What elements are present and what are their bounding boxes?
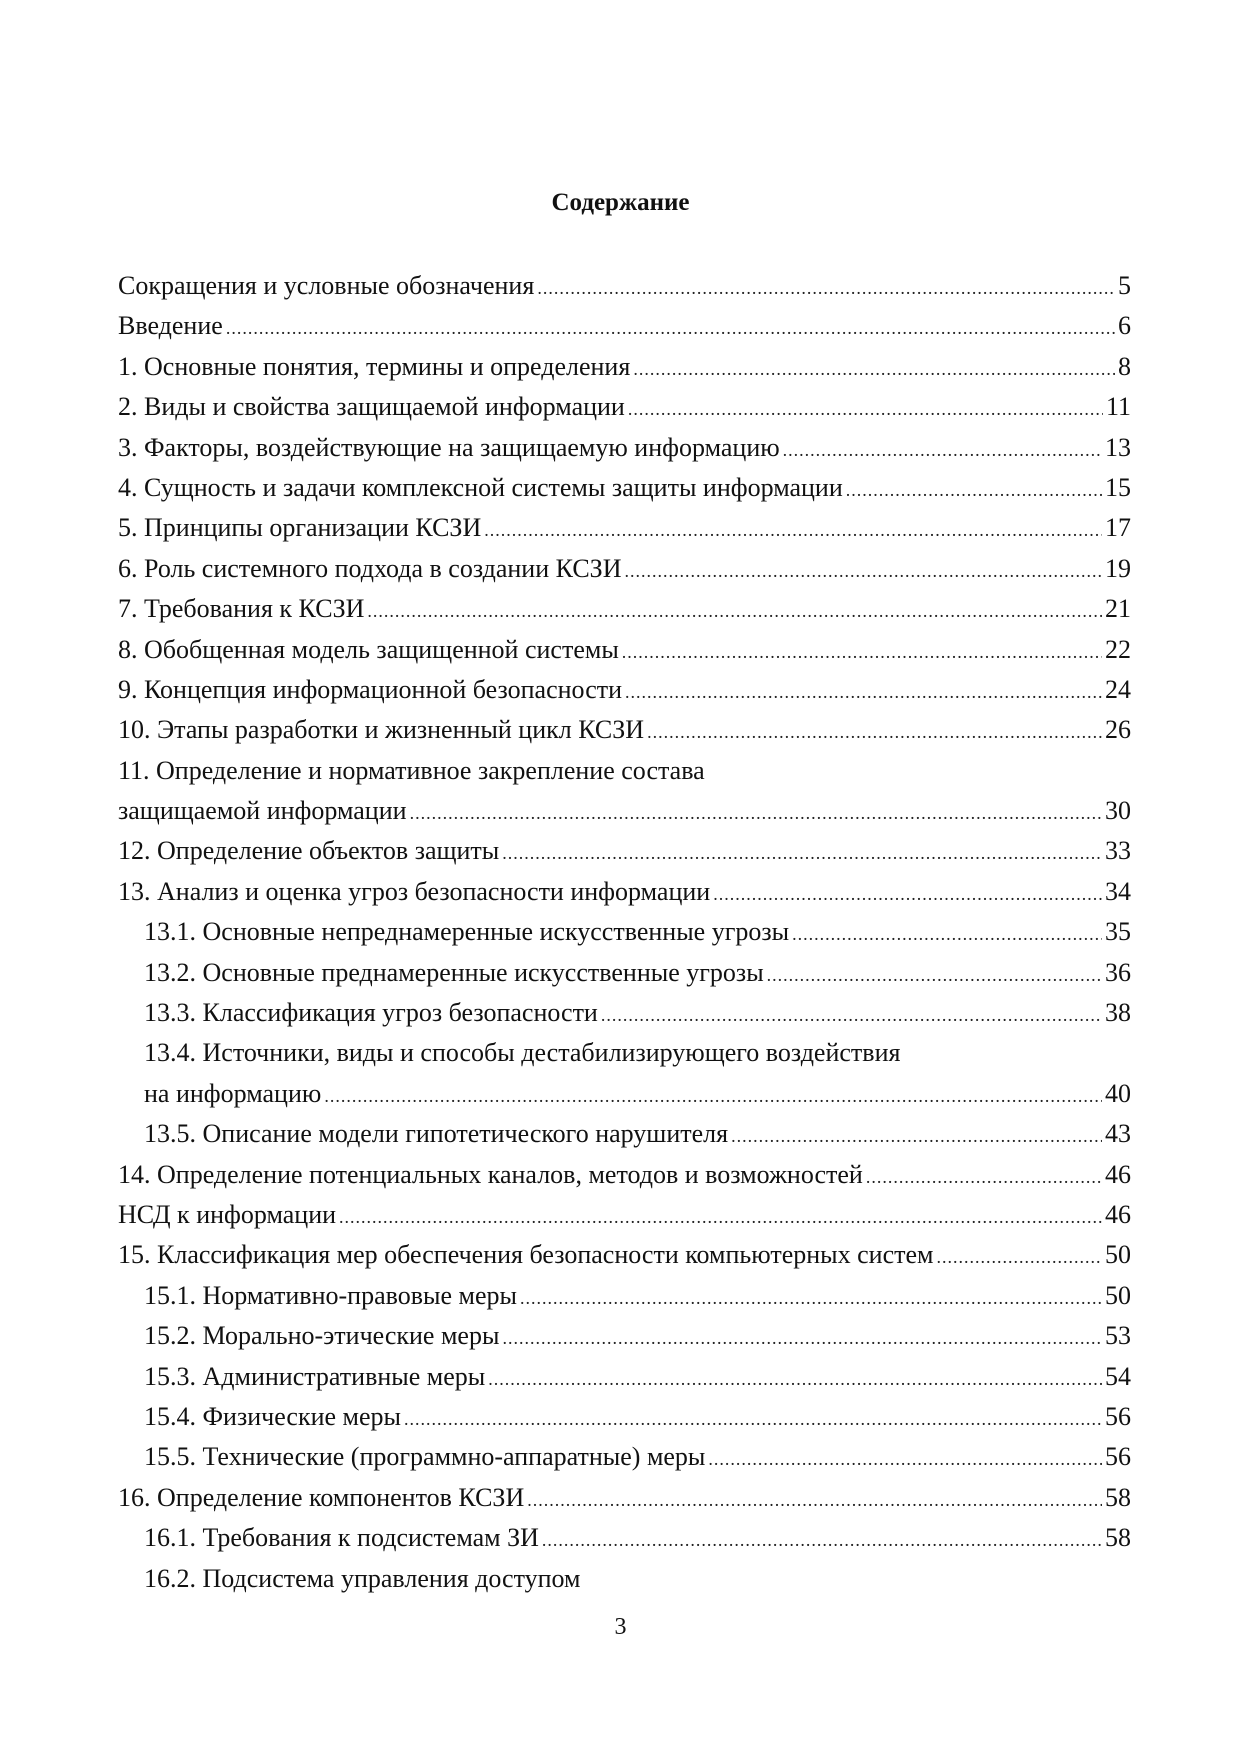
toc-entry-text: 13.3. Классификация угроз безопасности — [144, 998, 598, 1028]
toc-entry — [118, 347, 1131, 387]
dot-leader — [628, 389, 1103, 429]
dot-leader — [713, 874, 1102, 914]
page-title: Содержание — [551, 189, 690, 216]
toc-entry — [118, 508, 1131, 548]
toc-entry-text: 13. Анализ и оценка угроз безопасности информации — [118, 876, 711, 906]
dot-leader — [410, 793, 1102, 833]
toc-entry-text: 1. Основные понятия, термины и определения — [118, 351, 631, 381]
toc-subentry — [118, 1074, 1131, 1114]
toc-entry-text: 16.2. Подсистема управления доступом — [144, 1563, 581, 1593]
toc-entry-text: Сокращения и условные обозначения — [118, 271, 535, 300]
toc-entry-page: 50 — [1105, 1240, 1131, 1270]
toc-subentry — [118, 912, 1131, 952]
dot-leader — [404, 1399, 1102, 1439]
toc-entry-text: 15.1. Нормативно-правовые меры — [144, 1280, 517, 1310]
toc-entry-text: 4. Сущность и задачи комплексной системы защиты информации — [118, 472, 843, 502]
toc-entry — [118, 1478, 1131, 1518]
toc-entry — [118, 670, 1131, 710]
toc-entry-text: 13.1. Основные непреднамеренные искусственные угрозы — [144, 917, 790, 947]
toc-subentry — [118, 1397, 1131, 1437]
toc-entry — [118, 266, 1131, 306]
toc-entry-page: 43 — [1105, 1119, 1131, 1149]
toc-entry-text: 11. Определение и нормативное закрепление состава — [118, 755, 705, 785]
dot-leader — [622, 632, 1102, 672]
toc-entry-page: 13 — [1105, 432, 1131, 462]
toc-entry-page: 22 — [1105, 634, 1131, 664]
toc-entry-text: 9. Концепция информационной безопасности — [118, 674, 623, 704]
toc-subentry — [118, 1518, 1131, 1558]
toc-entry — [118, 872, 1131, 912]
toc-entry — [118, 306, 1131, 346]
toc-subentry — [118, 1316, 1131, 1356]
toc-entry-page: 46 — [1105, 1159, 1131, 1189]
toc-entry-text: 7. Требования к КСЗИ — [118, 594, 365, 624]
toc-entry-page: 50 — [1105, 1280, 1131, 1310]
dot-leader — [866, 1157, 1102, 1197]
dot-leader — [633, 349, 1115, 389]
dot-leader — [542, 1520, 1102, 1560]
dot-leader — [624, 551, 1102, 591]
toc-entry-text: 15.5. Технические (программно-аппаратные) меры — [144, 1442, 706, 1472]
toc-entry-page: 17 — [1105, 513, 1131, 543]
toc-entry-text: 15.4. Физические меры — [144, 1401, 401, 1431]
toc-entry-page: 5 — [1118, 271, 1131, 300]
toc-entry — [118, 710, 1131, 750]
toc-entry-page: 36 — [1105, 957, 1131, 987]
dot-leader — [502, 833, 1102, 873]
dot-leader — [520, 1278, 1102, 1318]
toc-entry — [118, 1235, 1131, 1275]
dot-leader — [601, 995, 1102, 1035]
toc-entry — [118, 387, 1131, 427]
toc-entry-page: 53 — [1105, 1321, 1131, 1351]
dot-leader — [708, 1439, 1102, 1479]
toc-entry — [118, 831, 1131, 871]
toc-entry-text: на информацию — [144, 1078, 322, 1108]
toc-entry-page: 15 — [1105, 472, 1131, 502]
toc-entry-text: 13.4. Источники, виды и способы дестабилизирующего воздействия — [144, 1038, 901, 1068]
dot-leader — [625, 672, 1102, 712]
toc-subentry — [118, 1114, 1131, 1154]
dot-leader — [339, 1197, 1102, 1237]
dot-leader — [936, 1237, 1102, 1277]
toc-entry-text: 2. Виды и свойства защищаемой информации — [118, 392, 625, 422]
table-of-contents — [118, 266, 1131, 1599]
toc-entry-page: 56 — [1105, 1401, 1131, 1431]
toc-entry — [118, 1195, 1131, 1235]
toc-subentry — [118, 1437, 1131, 1477]
page-number: 3 — [614, 1614, 627, 1640]
dot-leader — [767, 955, 1102, 995]
toc-entry-text: защищаемой информации — [118, 796, 407, 826]
toc-entry — [118, 468, 1131, 508]
dot-leader — [226, 308, 1115, 348]
toc-entry-page: 26 — [1105, 715, 1131, 745]
toc-entry-text: 16. Определение компонентов КСЗИ — [118, 1482, 525, 1512]
toc-entry-page: 58 — [1105, 1523, 1131, 1553]
toc-entry-text: 10. Этапы разработки и жизненный цикл КСЗИ — [118, 715, 645, 745]
toc-entry-text: 5. Принципы организации КСЗИ — [118, 513, 482, 543]
toc-subentry — [118, 1559, 1131, 1599]
dot-leader — [367, 591, 1102, 631]
dot-leader — [537, 268, 1115, 308]
dot-leader — [731, 1116, 1102, 1156]
toc-entry-page: 58 — [1105, 1482, 1131, 1512]
toc-entry-text: НСД к информации — [118, 1199, 337, 1229]
toc-entry-page: 21 — [1105, 594, 1131, 624]
toc-entry-text: 3. Факторы, воздействующие на защищаемую информацию — [118, 432, 780, 462]
toc-entry — [118, 791, 1131, 831]
toc-entry — [118, 589, 1131, 629]
toc-entry-text: 13.5. Описание модели гипотетического нарушителя — [144, 1119, 729, 1149]
toc-entry-text: 16.1. Требования к подсистемам ЗИ — [144, 1523, 539, 1553]
dot-leader — [527, 1480, 1102, 1520]
dot-leader — [647, 712, 1102, 752]
toc-subentry — [118, 1033, 1131, 1073]
toc-entry-page: 38 — [1105, 998, 1131, 1028]
toc-entry — [118, 630, 1131, 670]
toc-entry-page: 11 — [1105, 392, 1131, 422]
toc-entry-page: 19 — [1105, 553, 1131, 583]
toc-entry-page: 46 — [1105, 1199, 1131, 1229]
toc-subentry — [118, 953, 1131, 993]
toc-entry — [118, 428, 1131, 468]
toc-entry-text: 6. Роль системного подхода в создании КСЗИ — [118, 553, 622, 583]
toc-entry-text: 12. Определение объектов защиты — [118, 836, 500, 866]
toc-entry-text: 15.3. Административные меры — [144, 1361, 486, 1391]
toc-entry-text: Введение — [118, 311, 223, 341]
toc-subentry — [118, 1276, 1131, 1316]
toc-entry-text: 13.2. Основные преднамеренные искусственные угрозы — [144, 957, 764, 987]
dot-leader — [484, 510, 1102, 550]
dot-leader — [324, 1076, 1102, 1116]
toc-subentry — [118, 1357, 1131, 1397]
toc-entry-page: 54 — [1105, 1361, 1131, 1391]
toc-entry-page: 35 — [1105, 917, 1131, 947]
toc-entry-text: 14. Определение потенциальных каналов, методов и возможностей — [118, 1159, 863, 1189]
dot-leader — [488, 1359, 1102, 1399]
toc-entry-page: 34 — [1105, 876, 1131, 906]
toc-entry-page: 8 — [1118, 351, 1131, 381]
toc-entry-page: 56 — [1105, 1442, 1131, 1472]
toc-entry-text: 15.2. Морально-этические меры — [144, 1321, 500, 1351]
toc-entry-page: 24 — [1105, 674, 1131, 704]
toc-entry — [118, 549, 1131, 589]
toc-entry-page: 30 — [1105, 796, 1131, 826]
dot-leader — [792, 914, 1102, 954]
dot-leader — [783, 430, 1102, 470]
dot-leader — [846, 470, 1102, 510]
toc-entry-page: 6 — [1118, 311, 1131, 341]
toc-entry — [118, 1155, 1131, 1195]
toc-entry-page: 40 — [1105, 1078, 1131, 1108]
toc-entry — [118, 751, 1131, 791]
toc-entry-page: 33 — [1105, 836, 1131, 866]
toc-subentry — [118, 993, 1131, 1033]
dot-leader — [502, 1318, 1102, 1358]
toc-entry-text: 15. Классификация мер обеспечения безопасности компьютерных систем — [118, 1240, 934, 1270]
toc-entry-text: 8. Обобщенная модель защищенной системы — [118, 634, 619, 664]
